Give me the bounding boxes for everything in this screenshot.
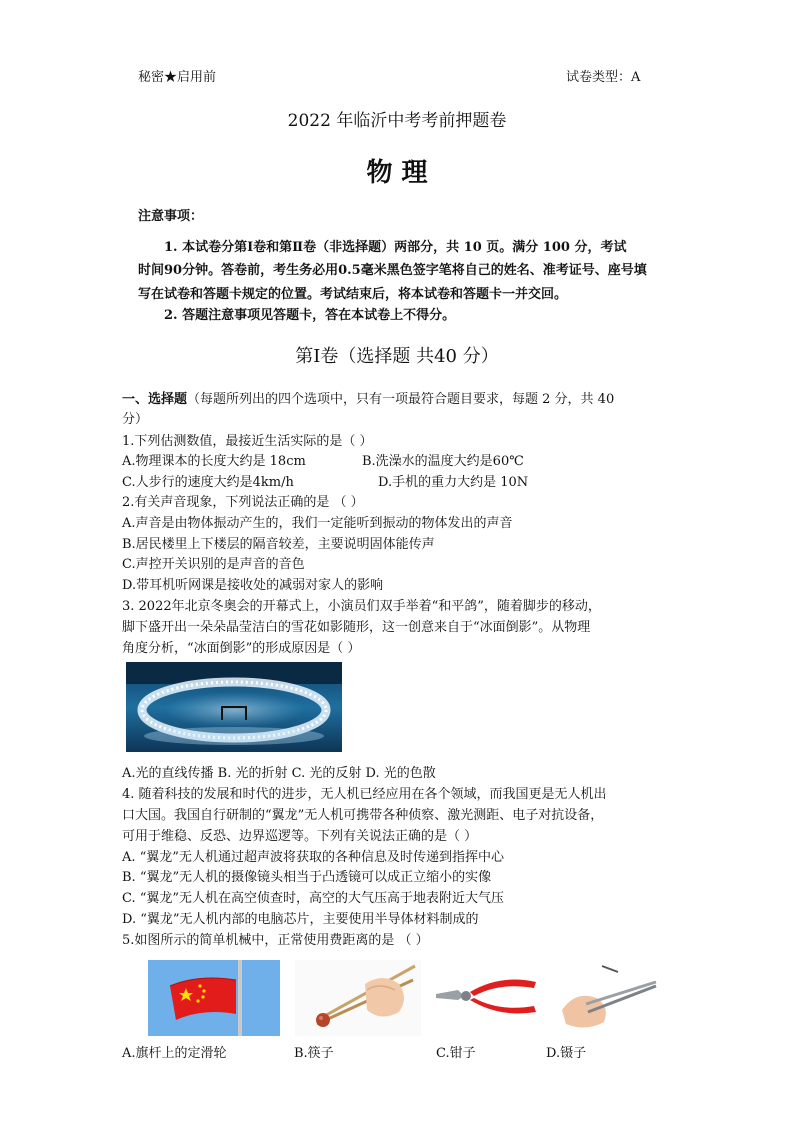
notes-item2: 2. 答题注意事项见答题卡，答在本试卷上不得分。	[164, 308, 456, 323]
q4-line2: 口大国。我国自行研制的“翼龙”无人机可携带各种侦察、激光测距、电子对抗设备，	[122, 808, 604, 823]
q5-option-d: D.镊子	[546, 1046, 587, 1061]
q1-option-d: D.手机的重力大约是 10N	[378, 475, 529, 490]
notes-heading: 注意事项：	[138, 209, 204, 224]
q5-option-b: B.筷子	[294, 1046, 334, 1061]
pliers-image	[430, 960, 542, 1036]
q5-option-a: A.旗杆上的定滑轮	[122, 1046, 227, 1061]
q3-line2: 脚下盛开出一朵朵晶莹洁白的雪花如影随形，这一创意来自于“冰面倒影”。从物理	[122, 620, 591, 635]
q1-option-c: C.人步行的速度大约是4km/h	[122, 475, 294, 490]
notes-item1-line3: 写在试卷和答题卡规定的位置。考试结束后，将本试卷和答题卡一并交回。	[138, 287, 568, 302]
part1-desc-line2: 分）	[122, 412, 149, 427]
q2-option-d: D.带耳机听网课是接收处的减弱对家人的影响	[122, 578, 384, 593]
exam-title: 2022 年临沂中考考前押题卷	[287, 111, 507, 131]
part1-description	[122, 388, 614, 407]
q4-option-a: A. “翼龙”无人机通过超声波将获取的各种信息及时传递到指挥中心	[122, 850, 504, 865]
q2-stem: 2.有关声音现象，下列说法正确的是 （ ）	[122, 495, 364, 510]
section-title: 第Ⅰ卷（选择题 共40 分）	[295, 346, 499, 367]
q2-option-b: B.居民楼里上下楼层的隔音较差，主要说明固体能传声	[122, 537, 435, 552]
q2-option-a: A.声音是由物体振动产生的，我们一定能听到振动的物体发出的声音	[122, 516, 513, 531]
q1-option-b: B.洗澡水的温度大约是60℃	[362, 454, 524, 469]
q4-line3: 可用于维稳、反恐、边界巡逻等。下列有关说法正确的是（ ）	[122, 829, 478, 844]
q1-option-a: A.物理课本的长度大约是 18cm	[122, 454, 306, 469]
part1-label: 一、选择题	[122, 392, 188, 407]
notes-item1-line1: 1. 本试卷分第Ⅰ卷和第Ⅱ卷（非选择题）两部分，共 10 页。满分 100 分，考试	[164, 240, 627, 255]
q1-stem: 1.下列估测数值，最接近生活实际的是（ ）	[122, 434, 373, 449]
q2-option-c: C.声控开关识别的是声音的音色	[122, 557, 305, 572]
q3-line3: 角度分析，“冰面倒影”的形成原因是（ ）	[122, 641, 361, 656]
q3-line1: 3. 2022年北京冬奥会的开幕式上，小演员们双手举着“和平鸽”，随着脚步的移动，	[122, 599, 601, 614]
q3-options: A.光的直线传播 B. 光的折射 C. 光的反射 D. 光的色散	[122, 766, 436, 781]
chopsticks-image	[295, 960, 421, 1036]
q5-stem: 5.如图所示的简单机械中，正常使用费距离的是 （ ）	[122, 933, 429, 948]
confidential-label: 秘密★启用前	[138, 70, 217, 85]
tweezers-image	[556, 960, 660, 1036]
subject-title: 物 理	[366, 158, 428, 188]
part1-desc-line1: （每题所列出的四个选项中，只有一项最符合题目要求，每题 2 分，共 40	[187, 392, 615, 407]
paper-type-label: 试卷类型：A	[566, 70, 641, 85]
q4-option-d: D. “翼龙”无人机内部的电脑芯片，主要使用半导体材料制成的	[122, 912, 479, 927]
olympics-ceremony-image	[126, 662, 342, 752]
flagpole-image	[148, 960, 280, 1036]
q4-option-c: C. “翼龙”无人机在高空侦查时，高空的大气压高于地表附近大气压	[122, 891, 505, 906]
q4-line1: 4. 随着科技的发展和时代的进步，无人机已经应用在各个领域，而我国更是无人机出	[122, 787, 607, 802]
q4-option-b: B. “翼龙”无人机的摄像镜头相当于凸透镜可以成正立缩小的实像	[122, 870, 492, 885]
q5-option-c: C.钳子	[436, 1046, 476, 1061]
notes-item1-line2: 时间90分钟。答卷前，考生务必用0.5毫米黑色签字笔将自己的姓名、准考证号、座号填	[138, 263, 647, 278]
